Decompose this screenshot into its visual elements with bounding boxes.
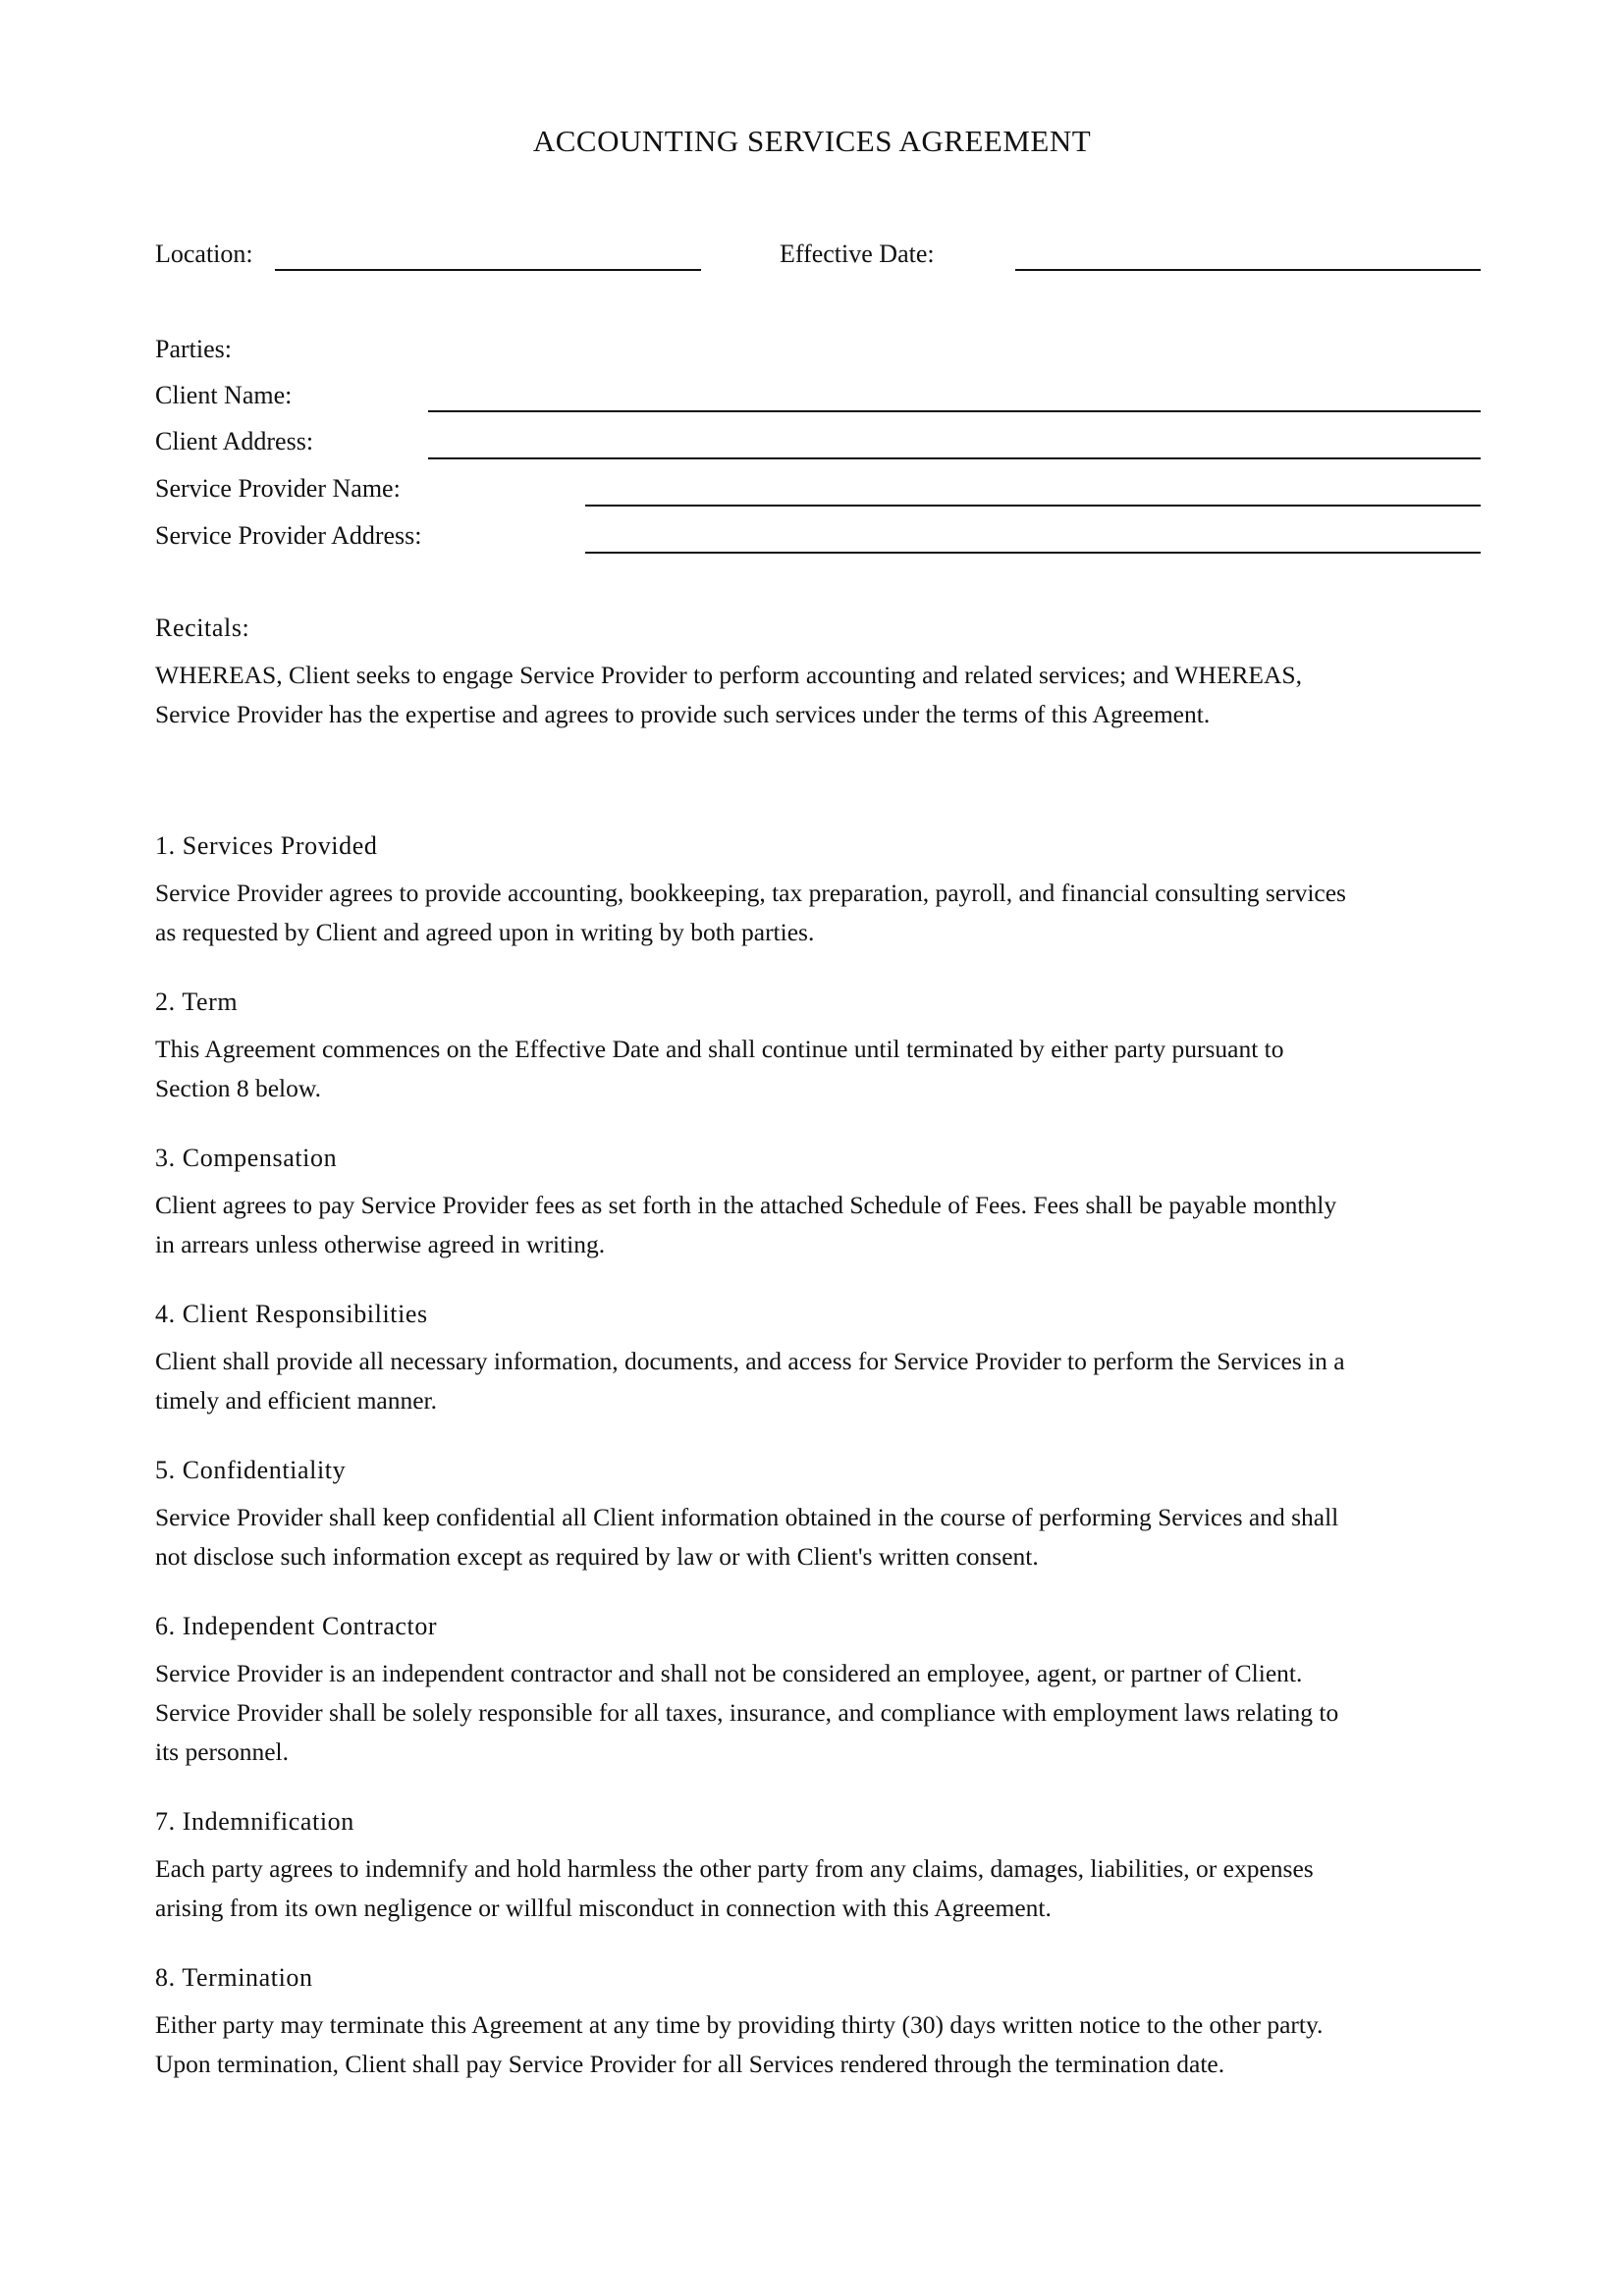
section-line: in arrears unless otherwise agreed in writing. xyxy=(155,1230,606,1258)
section-line: Client shall provide all necessary information, documents, and access for Service Provider to perform the Services in a xyxy=(155,1347,1345,1375)
section-line: as requested by Client and agreed upon in writing by both parties. xyxy=(155,918,815,946)
section-heading-compensation: 3. Compensation xyxy=(155,1144,338,1172)
recitals-heading: Recitals: xyxy=(155,614,250,642)
document-title: ACCOUNTING SERVICES AGREEMENT xyxy=(532,124,1092,158)
section-line: Service Provider shall be solely responsible for all taxes, insurance, and compliance with employment laws relating to xyxy=(155,1698,1339,1727)
client-name-field[interactable] xyxy=(428,410,1481,412)
section-body-indemnification xyxy=(155,1849,1471,1928)
section-line: Upon termination, Client shall pay Service Provider for all Services rendered through the termination date. xyxy=(155,2050,1225,2078)
location-field[interactable] xyxy=(275,269,701,271)
section-body-confidentiality xyxy=(155,1498,1471,1576)
section-line: timely and efficient manner. xyxy=(155,1386,438,1415)
section-body-services xyxy=(155,874,1471,952)
section-body-independent-contractor xyxy=(155,1654,1471,1772)
section-line: not disclose such information except as required by law or with Client's written consent. xyxy=(155,1542,1039,1571)
provider-name-label: Service Provider Name: xyxy=(155,474,401,503)
section-line: Service Provider shall keep confidential all Client information obtained in the course of performing Services and shall xyxy=(155,1503,1339,1531)
client-address-field[interactable] xyxy=(428,457,1481,459)
section-line: Each party agrees to indemnify and hold harmless the other party from any claims, damages, liabilities, or expenses xyxy=(155,1854,1314,1883)
section-line: Either party may terminate this Agreement at any time by providing thirty (30) days written notice to the other party. xyxy=(155,2010,1324,2039)
provider-name-field[interactable] xyxy=(585,505,1481,507)
section-heading-termination: 8. Termination xyxy=(155,1963,313,1992)
recitals-text xyxy=(155,656,1471,734)
effective-date-field[interactable] xyxy=(1015,269,1481,271)
provider-address-label: Service Provider Address: xyxy=(155,521,422,550)
section-body-client-responsibilities xyxy=(155,1342,1471,1420)
section-heading-indemnification: 7. Indemnification xyxy=(155,1807,354,1836)
client-address-label: Client Address: xyxy=(155,427,314,455)
section-heading-confidentiality: 5. Confidentiality xyxy=(155,1456,347,1484)
recitals-line: WHEREAS, Client seeks to engage Service Provider to perform accounting and related services; and WHEREAS, xyxy=(155,661,1302,689)
provider-address-field[interactable] xyxy=(585,552,1481,554)
section-heading-independent-contractor: 6. Independent Contractor xyxy=(155,1612,438,1640)
section-body-compensation xyxy=(155,1186,1471,1264)
section-line: its personnel. xyxy=(155,1737,289,1766)
location-label: Location: xyxy=(155,240,253,268)
section-line: This Agreement commences on the Effective Date and shall continue until terminated by either party pursuant to xyxy=(155,1035,1284,1063)
section-body-term xyxy=(155,1030,1471,1108)
section-line: Service Provider is an independent contractor and shall not be considered an employee, agent, or partner of Client. xyxy=(155,1659,1303,1687)
recitals-line: Service Provider has the expertise and agrees to provide such services under the terms of this Agreement. xyxy=(155,700,1211,728)
effective-date-label: Effective Date: xyxy=(780,240,935,268)
section-line: Service Provider agrees to provide accounting, bookkeeping, tax preparation, payroll, and financial consulting services xyxy=(155,879,1346,907)
section-line: Client agrees to pay Service Provider fees as set forth in the attached Schedule of Fees. Fees shall be payable monthly xyxy=(155,1191,1337,1219)
parties-heading: Parties: xyxy=(155,335,232,363)
section-line: arising from its own negligence or willful misconduct in connection with this Agreement. xyxy=(155,1894,1052,1922)
client-name-label: Client Name: xyxy=(155,381,293,409)
section-line: Section 8 below. xyxy=(155,1074,322,1102)
section-heading-services: 1. Services Provided xyxy=(155,831,378,860)
section-body-termination xyxy=(155,2005,1471,2084)
section-heading-client-responsibilities: 4. Client Responsibilities xyxy=(155,1300,428,1328)
section-heading-term: 2. Term xyxy=(155,988,239,1016)
